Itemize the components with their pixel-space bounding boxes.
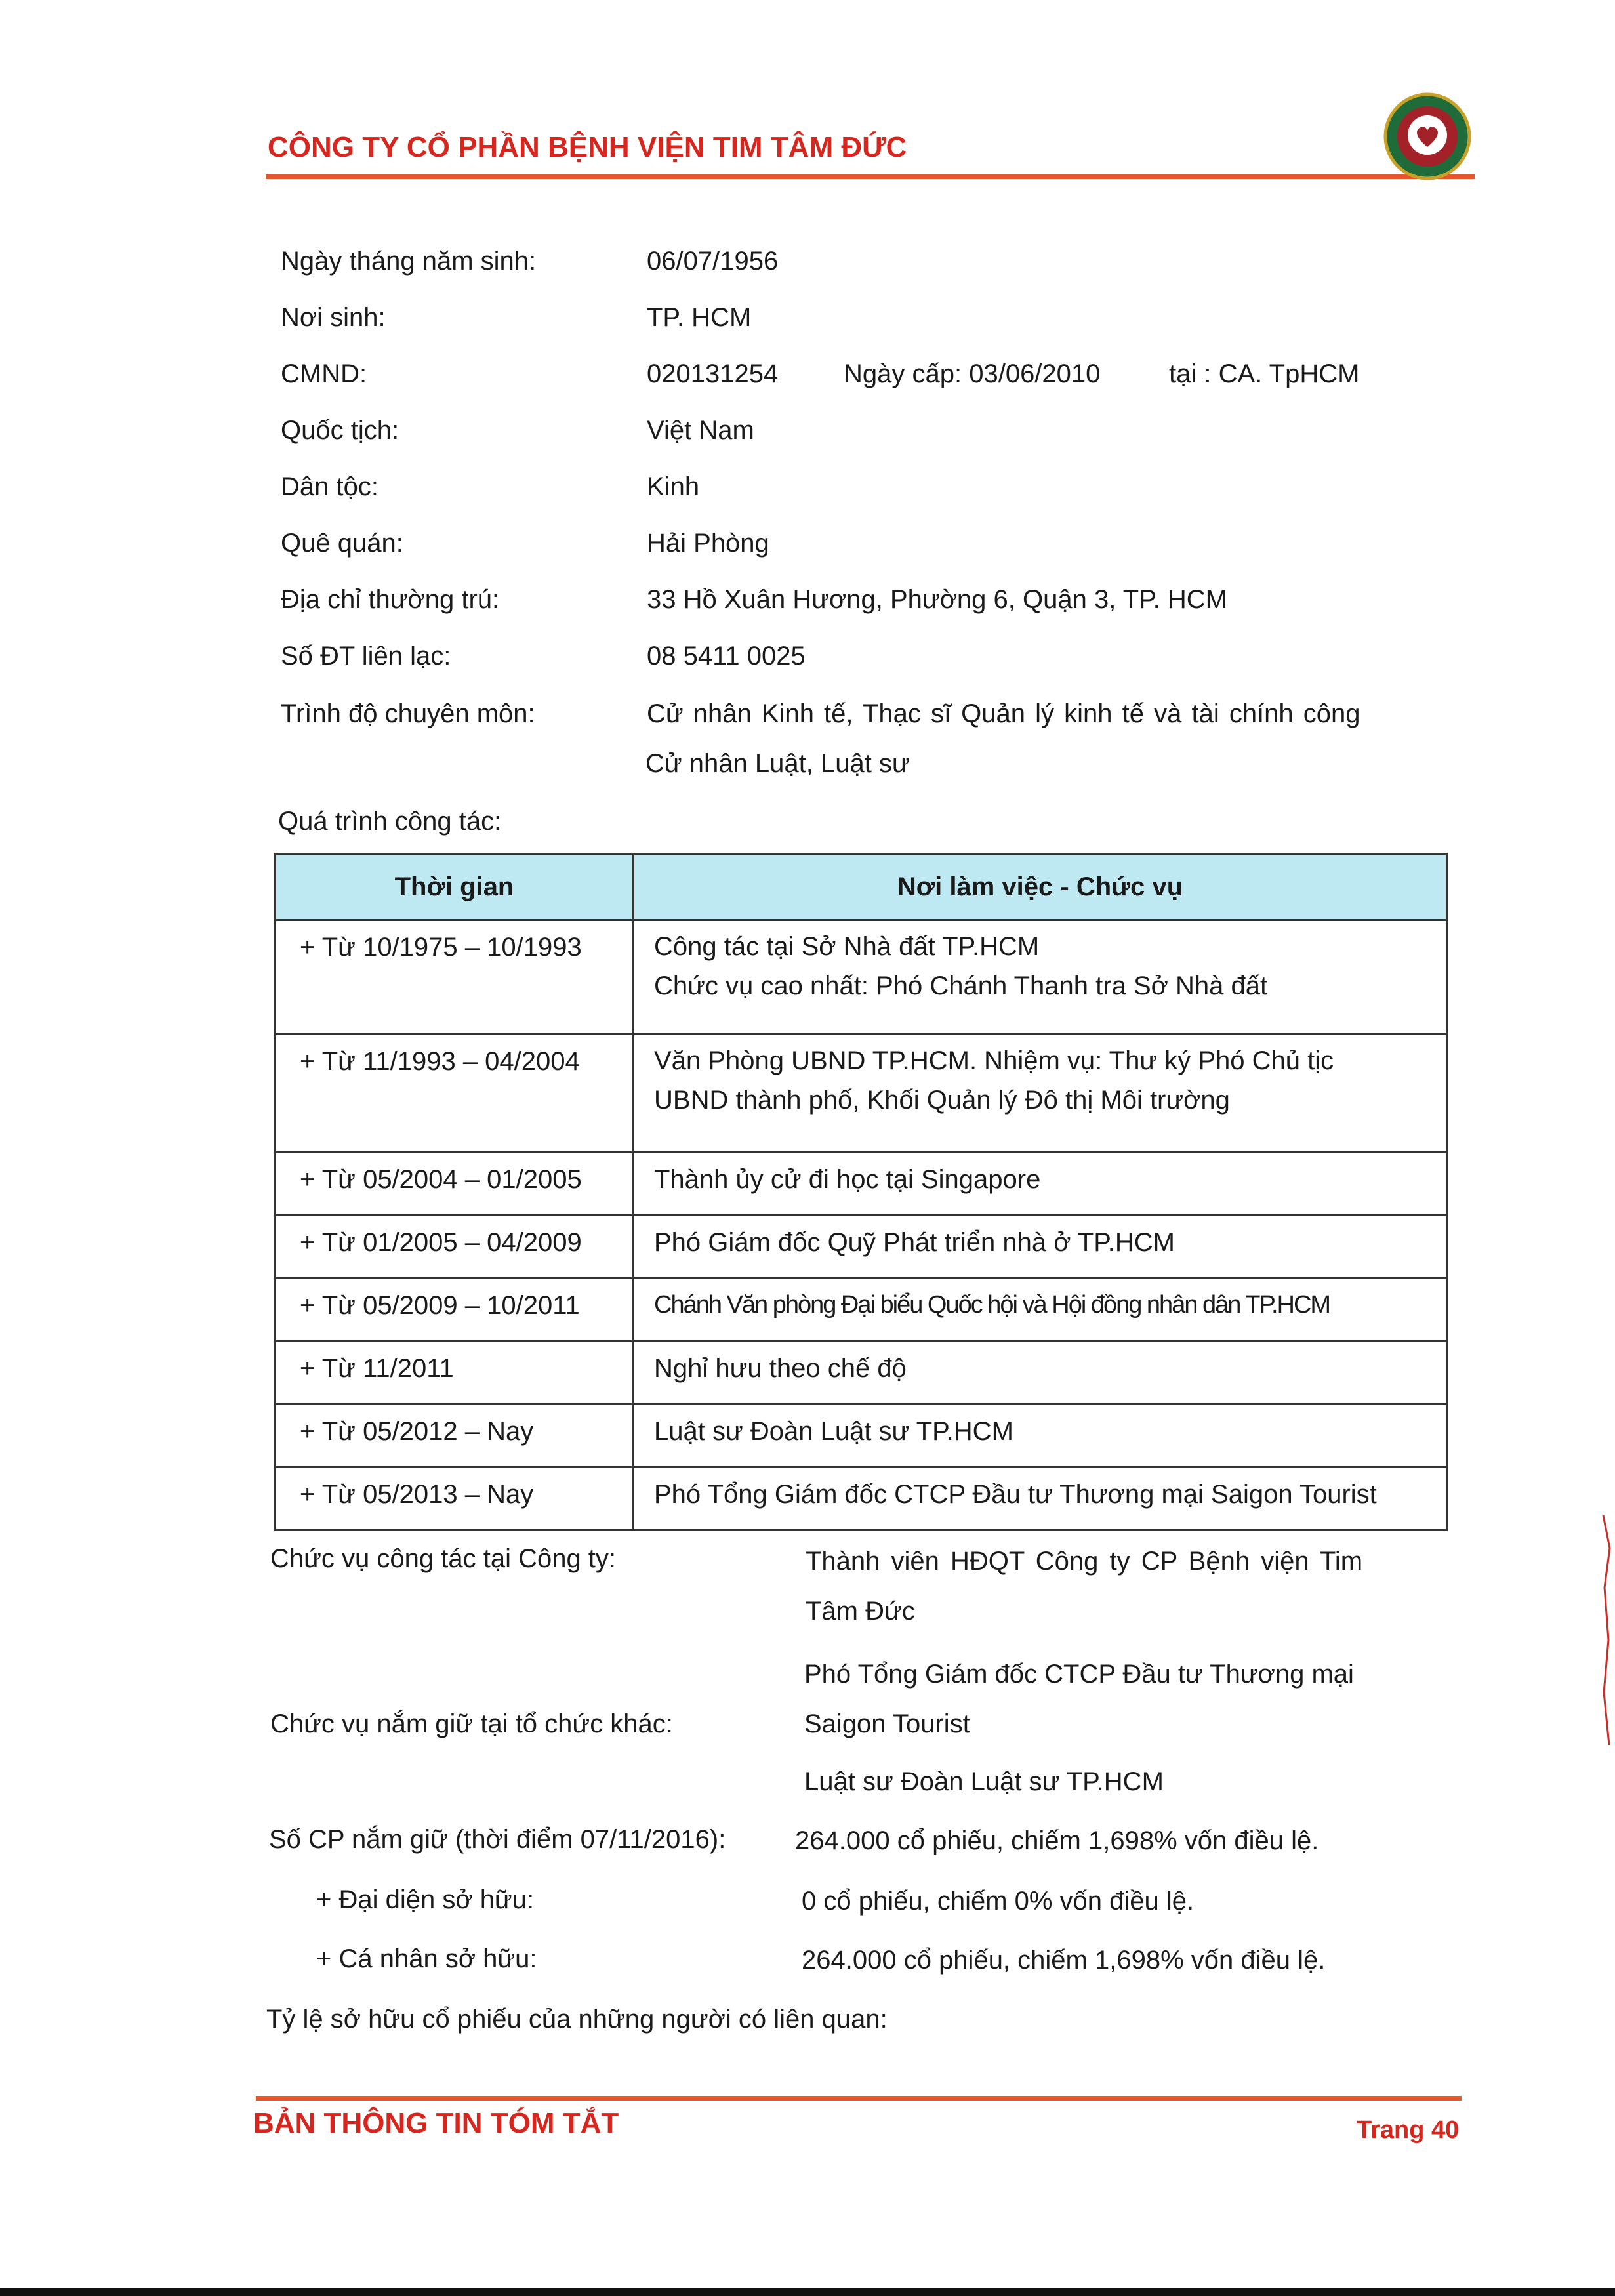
info-row-nationality: [0, 416, 1615, 449]
hospital-logo: [1383, 92, 1472, 181]
period-cell: + Từ 11/2011: [276, 1342, 634, 1404]
table-row: [276, 1153, 1447, 1216]
workplace-line: Công tác tại Sở Nhà đất TP.HCM: [654, 932, 1040, 961]
footer-divider: [256, 2096, 1462, 2101]
info-row-birthdate: [0, 247, 1615, 279]
info-row-qualification: [0, 699, 1615, 732]
period-cell: + Từ 05/2013 – Nay: [276, 1467, 634, 1530]
period-cell: + Từ 05/2012 – Nay: [276, 1404, 634, 1467]
company-position-value-1: Thành viên HĐQT Công ty CP Bệnh viện Tim: [806, 1547, 1363, 1576]
id-card-issue-place: tại : CA. TpHCM: [1169, 359, 1360, 388]
birthdate-value: 06/07/1956: [647, 247, 779, 276]
info-row-phone: [0, 642, 1615, 674]
other-position-value-1: Phó Tổng Giám đốc CTCP Đầu tư Thương mại: [804, 1660, 1354, 1689]
workplace-line: Phó Tổng Giám đốc CTCP Đầu tư Thương mại Saigon Tourist: [654, 1480, 1377, 1509]
id-card-label: CMND:: [281, 359, 367, 388]
footer-document-title: BẢN THÔNG TIN TÓM TẮT: [253, 2107, 619, 2139]
workplace-line: Phó Giám đốc Quỹ Phát triển nhà ở TP.HCM: [654, 1228, 1175, 1257]
table-row: [276, 920, 1447, 1035]
other-position-value-2: Saigon Tourist: [804, 1710, 970, 1738]
shares-value: 264.000 cổ phiếu, chiếm 1,698% vốn điều lệ.: [795, 1826, 1319, 1855]
shares-label: Số CP nắm giữ (thời điểm 07/11/2016):: [269, 1825, 726, 1854]
workplace-cell: [634, 1404, 1447, 1467]
workplace-line: Văn Phòng UBND TP.HCM. Nhiệm vụ: Thư ký Phó Chủ tịc: [654, 1046, 1334, 1075]
qualification-label: Trình độ chuyên môn:: [281, 699, 535, 728]
phone-label: Số ĐT liên lạc:: [281, 642, 451, 670]
table-row: [276, 1216, 1447, 1279]
workplace-line: Thành ủy cử đi học tại Singapore: [654, 1165, 1041, 1194]
info-row-birthplace: [0, 303, 1615, 336]
birthdate-label: Ngày tháng năm sinh:: [281, 247, 537, 276]
workplace-cell: [634, 1216, 1447, 1279]
table-row: [276, 1035, 1447, 1153]
column-header-period: Thời gian: [276, 854, 634, 920]
table-row: [276, 1467, 1447, 1530]
period-cell: + Từ 11/1993 – 04/2004: [276, 1035, 634, 1153]
info-row-id-card: [0, 359, 1615, 392]
table-row: [276, 1342, 1447, 1404]
phone-value: 08 5411 0025: [647, 642, 806, 670]
workplace-cell: [634, 920, 1447, 1035]
workplace-line: Chức vụ cao nhất: Phó Chánh Thanh tra Sở Nhà đất: [654, 972, 1268, 1000]
ethnicity-label: Dân tộc:: [281, 472, 378, 501]
workplace-line: Nghỉ hưu theo chế độ: [654, 1354, 907, 1383]
workplace-line: Chánh Văn phòng Đại biểu Quốc hội và Hội đồng nhân dân TP.HCM: [654, 1291, 1330, 1319]
period-cell: + Từ 05/2004 – 01/2005: [276, 1153, 634, 1216]
workplace-cell: [634, 1035, 1447, 1153]
period-cell: + Từ 10/1975 – 10/1993: [276, 920, 634, 1035]
info-row-ethnicity: [0, 472, 1615, 505]
table-header-row: [276, 854, 1447, 920]
nationality-value: Việt Nam: [647, 416, 754, 445]
id-card-issue-date: Ngày cấp: 03/06/2010: [844, 359, 1101, 388]
shares-personal-value: 264.000 cổ phiếu, chiếm 1,698% vốn điều lệ.: [802, 1946, 1326, 1975]
stamp-edge-mark: [1601, 1509, 1612, 1771]
workplace-line: Luật sư Đoàn Luật sư TP.HCM: [654, 1417, 1013, 1446]
workplace-cell: [634, 1467, 1447, 1530]
address-value: 33 Hồ Xuân Hương, Phường 6, Quận 3, TP. HCM: [647, 585, 1227, 614]
nationality-label: Quốc tịch:: [281, 416, 399, 445]
info-row-address: [0, 585, 1615, 618]
table-row: [276, 1404, 1447, 1467]
page-bottom-edge: [0, 2288, 1615, 2296]
workplace-cell: [634, 1279, 1447, 1342]
hometown-label: Quê quán:: [281, 529, 403, 558]
birthplace-label: Nơi sinh:: [281, 303, 386, 332]
table-row: [276, 1279, 1447, 1342]
workplace-cell: [634, 1342, 1447, 1404]
other-position-label: Chức vụ nắm giữ tại tổ chức khác:: [270, 1710, 673, 1738]
address-label: Địa chỉ thường trú:: [281, 585, 500, 614]
info-row-hometown: [0, 529, 1615, 562]
header-divider: [266, 174, 1475, 179]
company-position-value-2: Tâm Đức: [806, 1597, 915, 1626]
work-history-heading: Quá trình công tác:: [278, 807, 502, 836]
qualification-value-2: Cử nhân Luật, Luật sư: [645, 749, 910, 778]
shares-personal-label: + Cá nhân sở hữu:: [316, 1944, 537, 1973]
shares-representative-value: 0 cổ phiếu, chiếm 0% vốn điều lệ.: [802, 1887, 1195, 1916]
page-number: Trang 40: [1357, 2116, 1460, 2144]
workplace-cell: [634, 1153, 1447, 1216]
company-name-header: CÔNG TY CỔ PHẦN BỆNH VIỆN TIM TÂM ĐỨC: [268, 131, 907, 163]
ethnicity-value: Kinh: [647, 472, 700, 501]
birthplace-value: TP. HCM: [647, 303, 752, 332]
work-history-table: [274, 853, 1448, 1531]
id-card-number: 020131254: [647, 359, 779, 388]
period-cell: + Từ 05/2009 – 10/2011: [276, 1279, 634, 1342]
hometown-value: Hải Phòng: [647, 529, 769, 558]
shares-representative-label: + Đại diện sở hữu:: [316, 1885, 535, 1914]
workplace-line: UBND thành phố, Khối Quản lý Đô thị Môi trường: [654, 1086, 1230, 1115]
related-ownership-label: Tỷ lệ sở hữu cổ phiếu của những người có liên quan:: [266, 2005, 888, 2034]
qualification-value: Cử nhân Kinh tế, Thạc sĩ Quản lý kinh tế và tài chính công: [647, 699, 1360, 728]
column-header-workplace: Nơi làm việc - Chức vụ: [634, 854, 1447, 920]
company-position-label: Chức vụ công tác tại Công ty:: [270, 1544, 617, 1573]
period-cell: + Từ 01/2005 – 04/2009: [276, 1216, 634, 1279]
other-position-value-3: Luật sư Đoàn Luật sư TP.HCM: [804, 1767, 1164, 1796]
